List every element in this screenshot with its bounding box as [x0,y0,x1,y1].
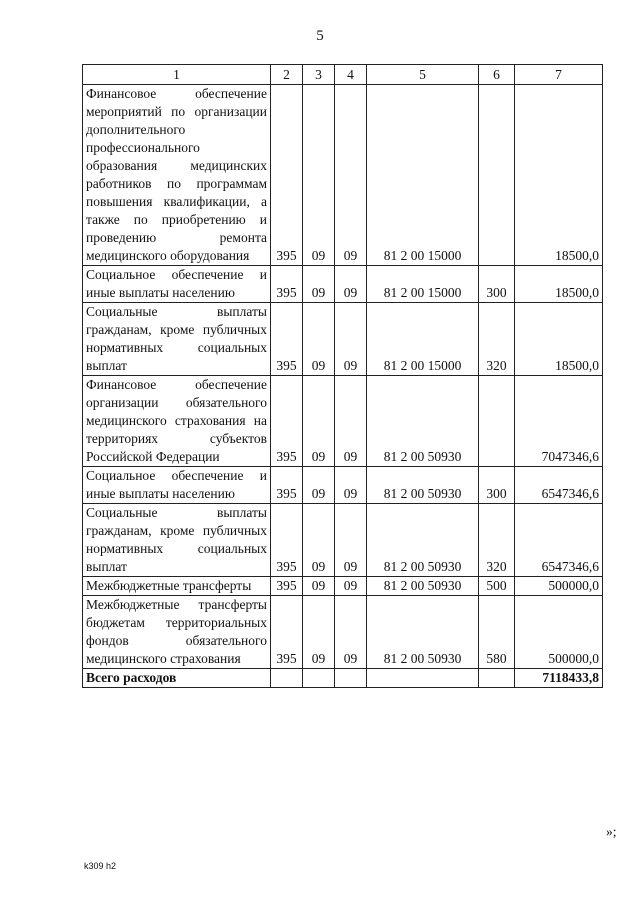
column-header: 2 [271,65,303,85]
section-code: 09 [303,596,335,669]
item-name: Межбюджетные трансферты [83,577,271,596]
ministry-code: 395 [271,266,303,303]
expense-type-code: 580 [479,596,515,669]
column-header: 1 [83,65,271,85]
item-name: Социальные выплаты гражданам, кроме публичных нормативных социальных выплат [83,504,271,577]
column-header: 7 [515,65,603,85]
amount: 6547346,6 [515,504,603,577]
section-code: 09 [303,467,335,504]
ministry-code: 395 [271,504,303,577]
target-article-code: 81 2 00 50930 [367,376,479,467]
expense-type-code: 320 [479,303,515,376]
expense-type-code: 300 [479,266,515,303]
table-row [83,303,603,376]
expense-type-code [479,85,515,266]
subsection-code: 09 [335,596,367,669]
table-row [83,266,603,303]
ministry-code: 395 [271,303,303,376]
section-code: 09 [303,504,335,577]
section-code: 09 [303,85,335,266]
item-name: Социальные выплаты гражданам, кроме публичных нормативных социальных выплат [83,303,271,376]
header-row [83,65,603,85]
target-article-code: 81 2 00 50930 [367,596,479,669]
ministry-code: 395 [271,376,303,467]
table-row [83,504,603,577]
amount: 18500,0 [515,85,603,266]
table-row [83,85,603,266]
footer-code: k309 h2 [84,861,117,871]
ministry-code: 395 [271,467,303,504]
ministry-code: 395 [271,85,303,266]
section-code: 09 [303,577,335,596]
subsection-code: 09 [335,266,367,303]
subsection-code: 09 [335,85,367,266]
column-header: 4 [335,65,367,85]
amount: 18500,0 [515,266,603,303]
table-row [83,467,603,504]
item-name: Социальное обеспечение и иные выплаты населению [83,266,271,303]
item-name: Межбюджетные трансферты бюджетам территориальных фондов обязательного медицинского страхования [83,596,271,669]
target-article-code: 81 2 00 15000 [367,303,479,376]
amount: 18500,0 [515,303,603,376]
item-name: Финансовое обеспечение организации обязательного медицинского страхования на территориях субъектов Российской Федерации [83,376,271,467]
section-code: 09 [303,303,335,376]
target-article-code: 81 2 00 15000 [367,85,479,266]
target-article-code: 81 2 00 50930 [367,577,479,596]
section-code: 09 [303,266,335,303]
column-header: 6 [479,65,515,85]
subsection-code: 09 [335,467,367,504]
subsection-code: 09 [335,303,367,376]
item-name: Финансовое обеспечение мероприятий по организации дополнительного профессионального образования медицинских работников по программам повышения квалификации, а также по приобретению и проведению ремонта медицинского оборудования [83,85,271,266]
column-header: 3 [303,65,335,85]
expense-type-code [479,376,515,467]
section-code: 09 [303,376,335,467]
total-row [83,669,603,688]
ministry-code: 395 [271,577,303,596]
table-row [83,577,603,596]
column-header: 5 [367,65,479,85]
expense-type-code: 320 [479,504,515,577]
item-name: Социальное обеспечение и иные выплаты населению [83,467,271,504]
closing-quote: »; [606,824,617,839]
subsection-code: 09 [335,577,367,596]
amount: 7047346,6 [515,376,603,467]
page-number: 5 [316,28,324,44]
expenditure-table [82,64,603,688]
subsection-code: 09 [335,504,367,577]
expense-type-code: 300 [479,467,515,504]
amount: 500000,0 [515,596,603,669]
target-article-code: 81 2 00 15000 [367,266,479,303]
expense-type-code: 500 [479,577,515,596]
amount: 500000,0 [515,577,603,596]
total-label: Всего расходов [83,669,271,688]
subsection-code: 09 [335,376,367,467]
ministry-code: 395 [271,596,303,669]
amount: 6547346,6 [515,467,603,504]
target-article-code: 81 2 00 50930 [367,467,479,504]
table-row [83,596,603,669]
table-row [83,376,603,467]
total-amount: 7118433,8 [515,669,603,688]
target-article-code: 81 2 00 50930 [367,504,479,577]
